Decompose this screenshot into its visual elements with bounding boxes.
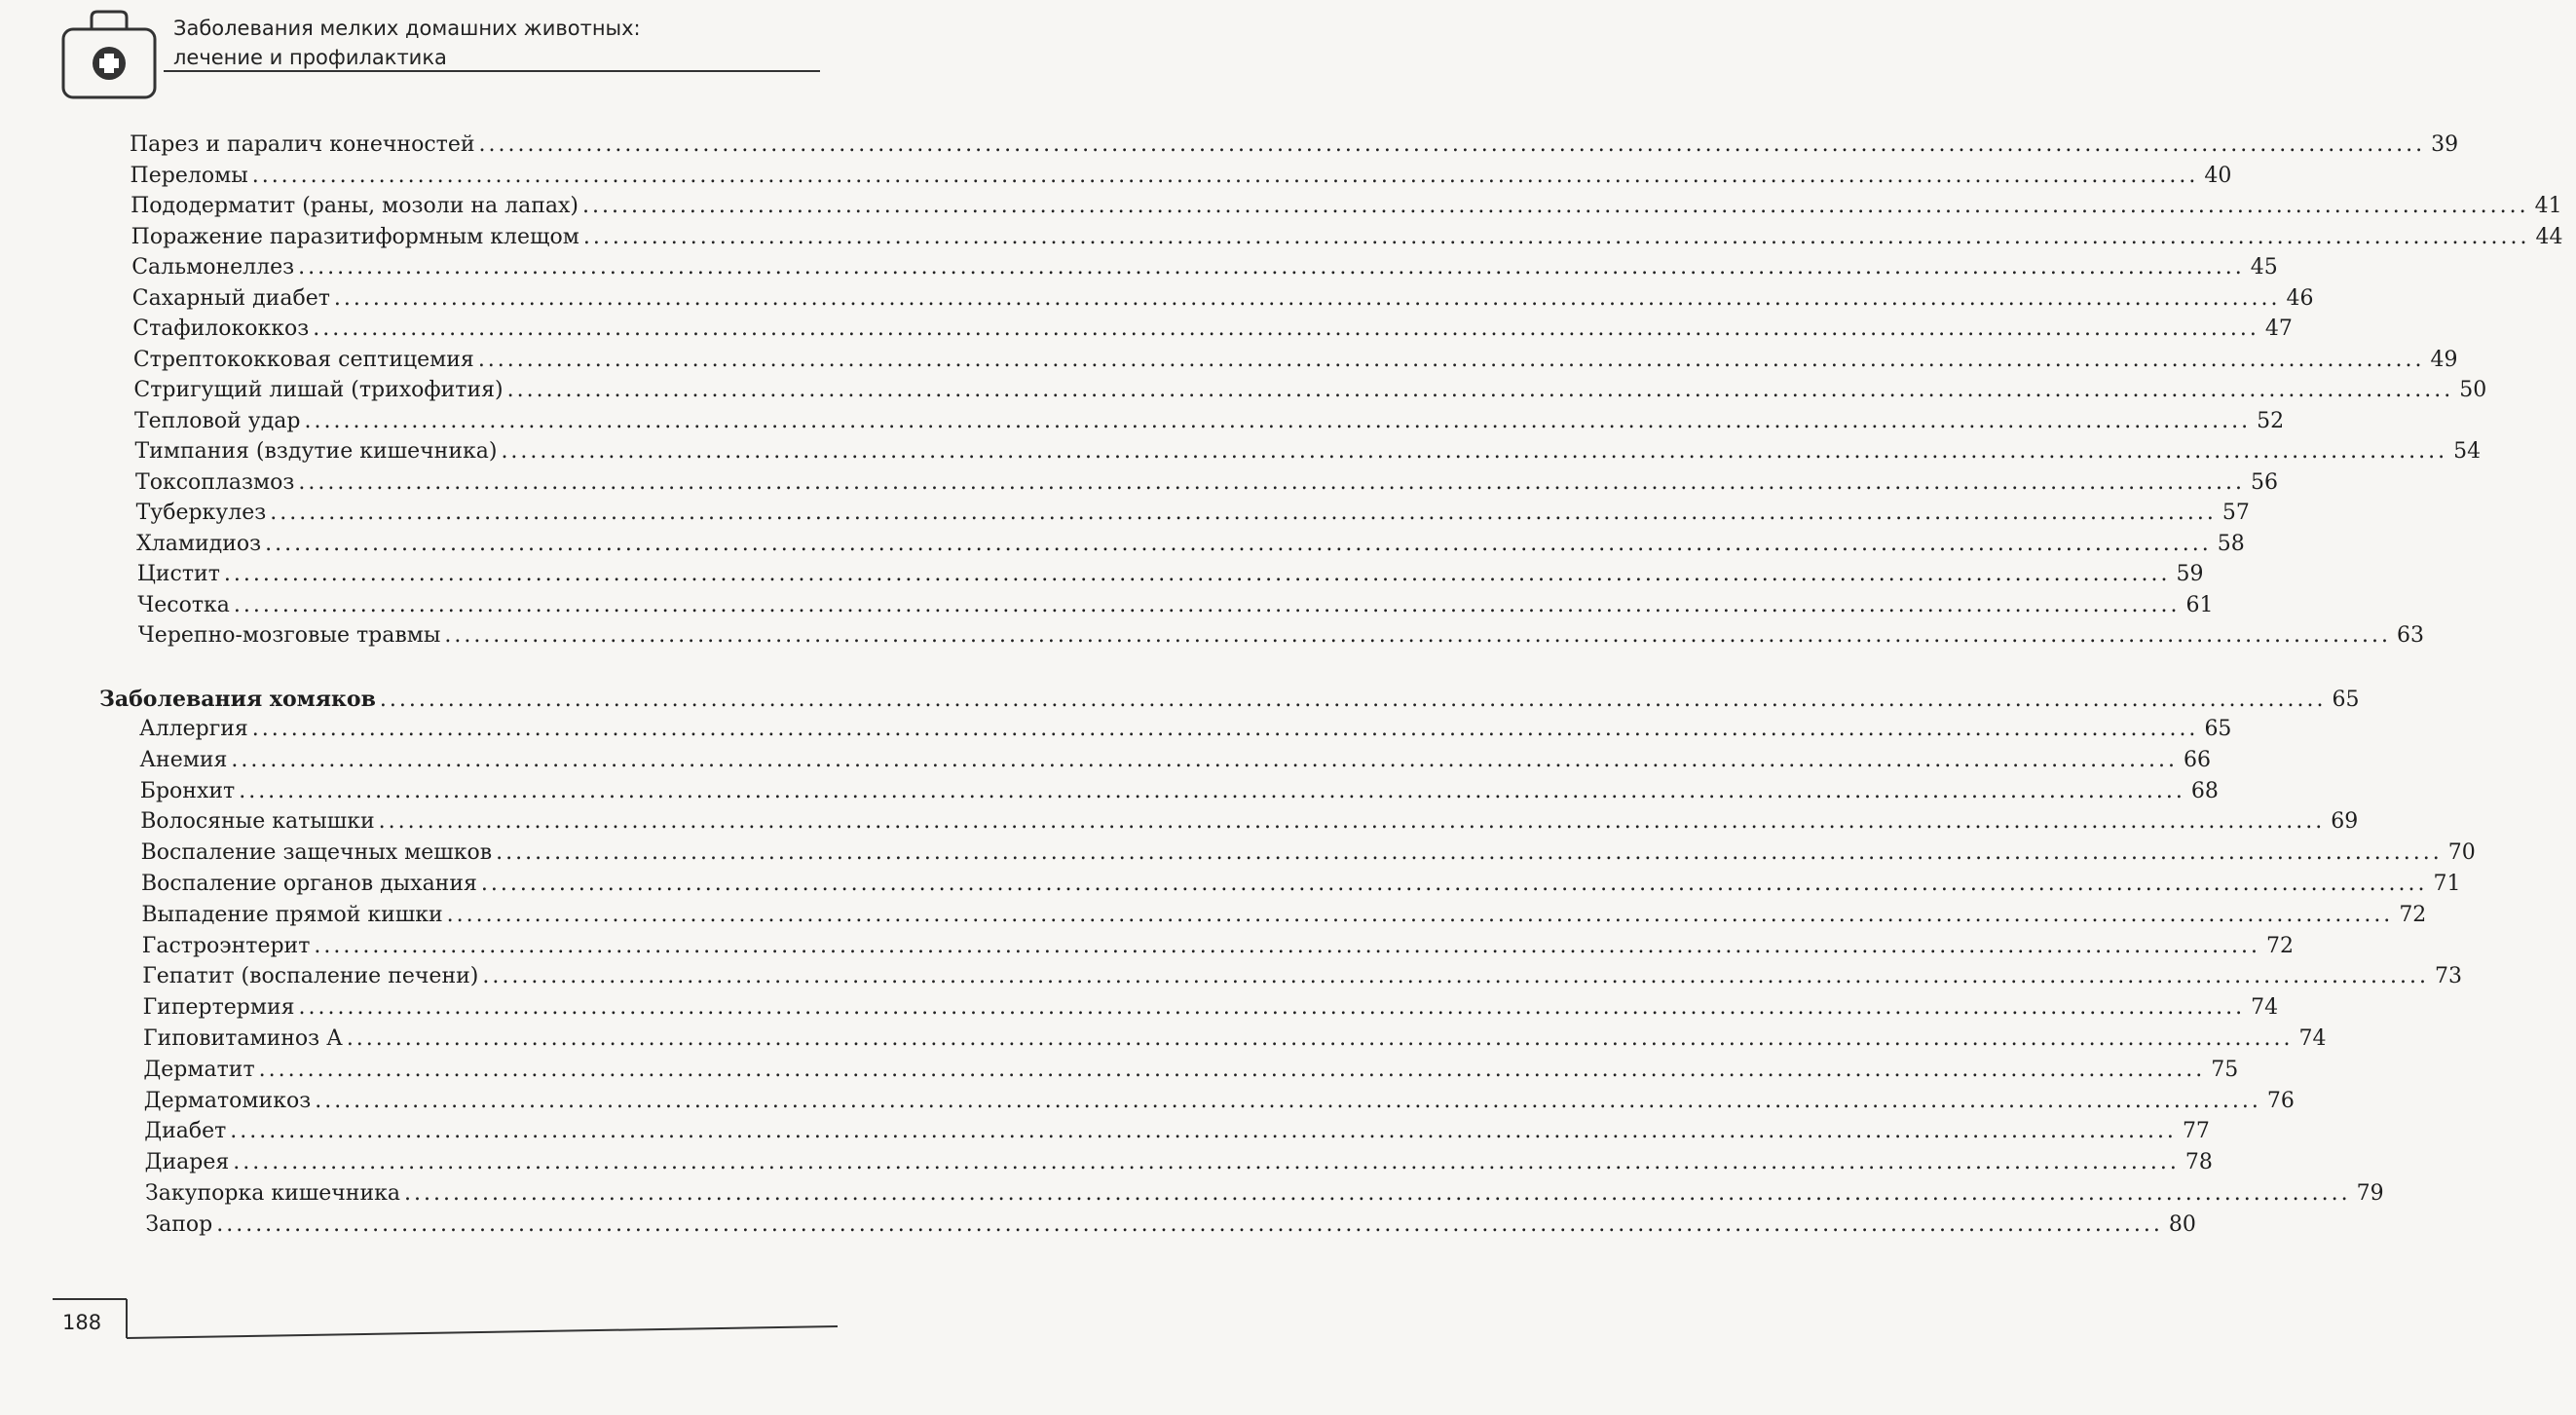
toc-entry <box>139 777 2219 806</box>
running-header-line-1: Заболевания мелких домашних животных: <box>173 17 641 40</box>
toc-entry <box>144 1148 2213 1177</box>
toc-entry-title: Запор <box>145 1211 213 1237</box>
toc-leader-dots: ........................................................................................................................................................................................................ <box>265 531 2212 556</box>
toc-entry-title: Сальмонеллез <box>131 255 295 279</box>
toc-page-number: 72 <box>2399 902 2427 927</box>
toc-entry <box>137 591 2214 620</box>
toc-entry <box>142 962 2462 991</box>
toc-entry <box>133 407 2285 436</box>
toc-page-number: 57 <box>2221 501 2250 525</box>
running-header <box>173 14 806 72</box>
toc-entry-title: Чесотка <box>137 592 230 617</box>
toc-page-number: 54 <box>2453 439 2482 464</box>
toc-leader-dots: ........................................................................................................................................................................................................ <box>444 623 2391 648</box>
toc-leader-dots: ........................................................................................................................................................................................................ <box>239 778 2185 803</box>
toc-entry <box>131 253 2278 282</box>
toc-entry-title: Волосяные катышки <box>140 809 375 835</box>
toc-page-number: 70 <box>2447 840 2476 866</box>
toc-section-heading <box>99 685 2360 715</box>
toc-entry <box>136 560 2204 589</box>
toc-entry-title: Стрептококковая септицемия <box>132 347 474 372</box>
toc-page-number: 59 <box>2176 562 2204 586</box>
toc-leader-dots: ........................................................................................................................................................................................................ <box>404 1181 2351 1206</box>
toc-entry <box>141 870 2461 899</box>
toc-entry <box>141 901 2427 930</box>
toc-page-number: 74 <box>2298 1026 2327 1051</box>
toc-leader-dots: ........................................................................................................................................................................................................ <box>298 469 2246 495</box>
toc-leader-dots: ........................................................................................................................................................................................................ <box>478 132 2426 157</box>
toc-page-number: 41 <box>2534 194 2562 218</box>
toc-leader-dots: ........................................................................................................................................................................................................ <box>313 317 2259 341</box>
toc-leader-dots: ........................................................................................................................................................................................................ <box>298 255 2245 279</box>
toc-entry-title: Гипертермия <box>142 995 295 1021</box>
toc-entry <box>142 993 2279 1023</box>
toc-entry <box>141 932 2295 961</box>
toc-entry-title: Гастроэнтерит <box>141 933 311 958</box>
toc-page-number: 73 <box>2435 964 2462 989</box>
toc-entry-title: Аллергия <box>139 717 248 741</box>
toc-entry <box>131 223 2563 252</box>
toc-entry <box>140 838 2476 868</box>
toc-page-number: 74 <box>2251 995 2279 1021</box>
toc-page-number: 46 <box>2286 285 2314 311</box>
toc-leader-dots: ........................................................................................................................................................................................................ <box>304 408 2252 433</box>
header-rule <box>164 70 820 72</box>
first-aid-kit-icon <box>60 8 158 101</box>
toc-entry <box>139 746 2212 775</box>
toc-page-number: 52 <box>2257 408 2285 433</box>
toc-page-number: 56 <box>2251 469 2279 495</box>
toc-leader-dots: ........................................................................................................................................................................................................ <box>482 964 2429 989</box>
toc-leader-dots: ........................................................................................................................................................................................................ <box>506 378 2454 402</box>
toc-entry <box>143 1087 2295 1116</box>
toc-leader-dots: ........................................................................................................................................................................................................ <box>378 809 2326 835</box>
toc-leader-dots: ........................................................................................................................................................................................................ <box>231 747 2179 772</box>
toc-entry <box>135 499 2250 528</box>
toc-entry-title: Бронхит <box>139 778 236 803</box>
running-header-line-2: лечение и профилактика <box>173 46 447 69</box>
toc-page-number: 61 <box>2185 592 2214 617</box>
toc-entry-title: Диарея <box>144 1150 230 1175</box>
toc-entry-title: Тепловой удар <box>133 408 301 433</box>
toc-entry-title: Хламидиоз <box>136 531 262 556</box>
toc-leader-dots: ........................................................................................................................................................................................................ <box>346 1026 2294 1051</box>
toc-page-number: 66 <box>2184 747 2212 772</box>
toc-entry-title: Анемия <box>139 747 228 772</box>
toc-entry-title: Токсоплазмоз <box>135 469 295 495</box>
toc-leader-dots: ........................................................................................................................................................................................................ <box>314 933 2261 958</box>
toc-entry-title: Гепатит (воспаление печени) <box>142 964 479 989</box>
toc-leader-dots: ........................................................................................................................................................................................................ <box>315 1088 2261 1113</box>
toc-entry <box>139 715 2232 744</box>
toc-entry-title: Туберкулез <box>135 501 267 525</box>
toc-page-number: 50 <box>2459 378 2487 402</box>
toc-leader-dots: ........................................................................................................................................................................................................ <box>270 501 2217 525</box>
toc-entry-title: Переломы <box>130 163 248 188</box>
toc-entry <box>145 1179 2384 1209</box>
toc-page-number: 72 <box>2266 933 2295 958</box>
toc-entry <box>143 1024 2327 1054</box>
toc-entry-title: Парез и паралич конечностей <box>130 132 475 157</box>
toc-leader-dots: ........................................................................................................................................................................................................ <box>251 163 2199 188</box>
toc-leader-dots: ........................................................................................................................................................................................................ <box>223 562 2171 586</box>
toc-entry-title: Стригущий лишай (трихофития) <box>133 378 504 402</box>
toc-entry-title: Стафилококкоз <box>132 317 310 341</box>
toc-leader-dots: ........................................................................................................................................................................................................ <box>298 995 2246 1021</box>
toc-entry <box>140 807 2359 837</box>
toc-entry-title: Дерматит <box>143 1057 255 1082</box>
toc-entry-title: Дерматомикоз <box>143 1088 312 1113</box>
toc-leader-dots: ........................................................................................................................................................................................................ <box>501 439 2448 464</box>
toc-page-number: 45 <box>2250 255 2278 279</box>
toc-page-number: 76 <box>2266 1088 2295 1113</box>
toc-entry <box>145 1210 2196 1240</box>
toc-page-number: 75 <box>2211 1057 2239 1082</box>
toc-entry <box>132 315 2293 344</box>
toc-leader-dots: ........................................................................................................................................................................................................ <box>258 1057 2206 1082</box>
toc-leader-dots: ........................................................................................................................................................................................................ <box>333 285 2281 311</box>
toc-page-number: 49 <box>2430 347 2458 372</box>
toc-leader-dots: ........................................................................................................................................................................................................ <box>496 840 2443 866</box>
toc-entry <box>130 162 2232 191</box>
toc-entry <box>137 621 2424 651</box>
toc-entry <box>131 192 2562 221</box>
toc-entry-title: Закупорка кишечника <box>145 1181 400 1206</box>
toc-page-number: 71 <box>2433 872 2461 896</box>
toc-entry <box>136 530 2245 559</box>
toc-entry <box>130 130 2459 160</box>
toc-entry-title: Диабет <box>144 1119 227 1144</box>
toc-leader-dots: ........................................................................................................................................................................................................ <box>233 1150 2180 1175</box>
toc-entry <box>143 1056 2239 1085</box>
toc-entry <box>135 468 2279 498</box>
toc-page-number: 40 <box>2204 163 2232 188</box>
toc-leader-dots: ........................................................................................................................................................................................................ <box>446 902 2394 927</box>
toc-entry <box>144 1117 2210 1146</box>
toc-leader-dots: ........................................................................................................................................................................................................ <box>477 347 2425 372</box>
toc-leader-dots: ........................................................................................................................................................................................................ <box>582 194 2529 218</box>
toc-leader-dots: ........................................................................................................................................................................................................ <box>216 1211 2163 1237</box>
toc-entry-title: Гиповитаминоз А <box>143 1026 343 1051</box>
toc-page-number: 69 <box>2331 809 2359 835</box>
toc-leader-dots: ........................................................................................................................................................................................................ <box>230 1119 2177 1144</box>
toc-page-number: 65 <box>2332 688 2360 712</box>
toc-page-number: 78 <box>2184 1150 2213 1175</box>
toc-entry-title: Пододерматит (раны, мозоли на лапах) <box>131 194 579 218</box>
toc-leader-dots: ........................................................................................................................................................................................................ <box>251 717 2199 741</box>
toc-page-number: 79 <box>2356 1181 2384 1206</box>
toc-entry-title: Тимпания (вздутие кишечника) <box>134 439 498 464</box>
toc-page-number: 47 <box>2264 317 2293 341</box>
toc-entry-title: Воспаление защечных мешков <box>140 840 493 866</box>
toc-page-number: 44 <box>2535 224 2563 249</box>
toc-entry-title: Черепно-мозговые травмы <box>137 623 441 648</box>
toc-entry <box>133 376 2487 405</box>
toc-page-number: 77 <box>2182 1119 2210 1144</box>
toc-entry-title: Сахарный диабет <box>131 285 330 311</box>
toc-entry-title: Цистит <box>136 562 220 586</box>
toc-leader-dots: ........................................................................................................................................................................................................ <box>379 688 2327 712</box>
toc-page-number: 65 <box>2204 717 2232 741</box>
toc-entry-title: Поражение паразитиформным клещом <box>131 224 579 249</box>
toc-entry <box>131 284 2314 314</box>
toc-leader-dots: ........................................................................................................................................................................................................ <box>233 592 2181 617</box>
toc-entry-title: Воспаление органов дыхания <box>141 872 477 896</box>
page-number: 188 <box>62 1311 102 1334</box>
toc-page-number: 80 <box>2168 1211 2196 1237</box>
toc-leader-dots: ........................................................................................................................................................................................................ <box>582 224 2530 249</box>
toc-entry <box>134 437 2482 466</box>
toc-section-title: Заболевания хомяков <box>99 687 376 712</box>
toc-page-number: 58 <box>2217 531 2245 556</box>
toc-entry <box>132 346 2458 375</box>
toc-page-number: 39 <box>2431 132 2459 157</box>
toc-page-number: 68 <box>2190 778 2219 803</box>
toc-leader-dots: ........................................................................................................................................................................................................ <box>480 872 2428 896</box>
footer-rule <box>0 1291 893 1350</box>
toc-entry-title: Выпадение прямой кишки <box>141 902 443 927</box>
toc-page-number: 63 <box>2396 623 2424 648</box>
